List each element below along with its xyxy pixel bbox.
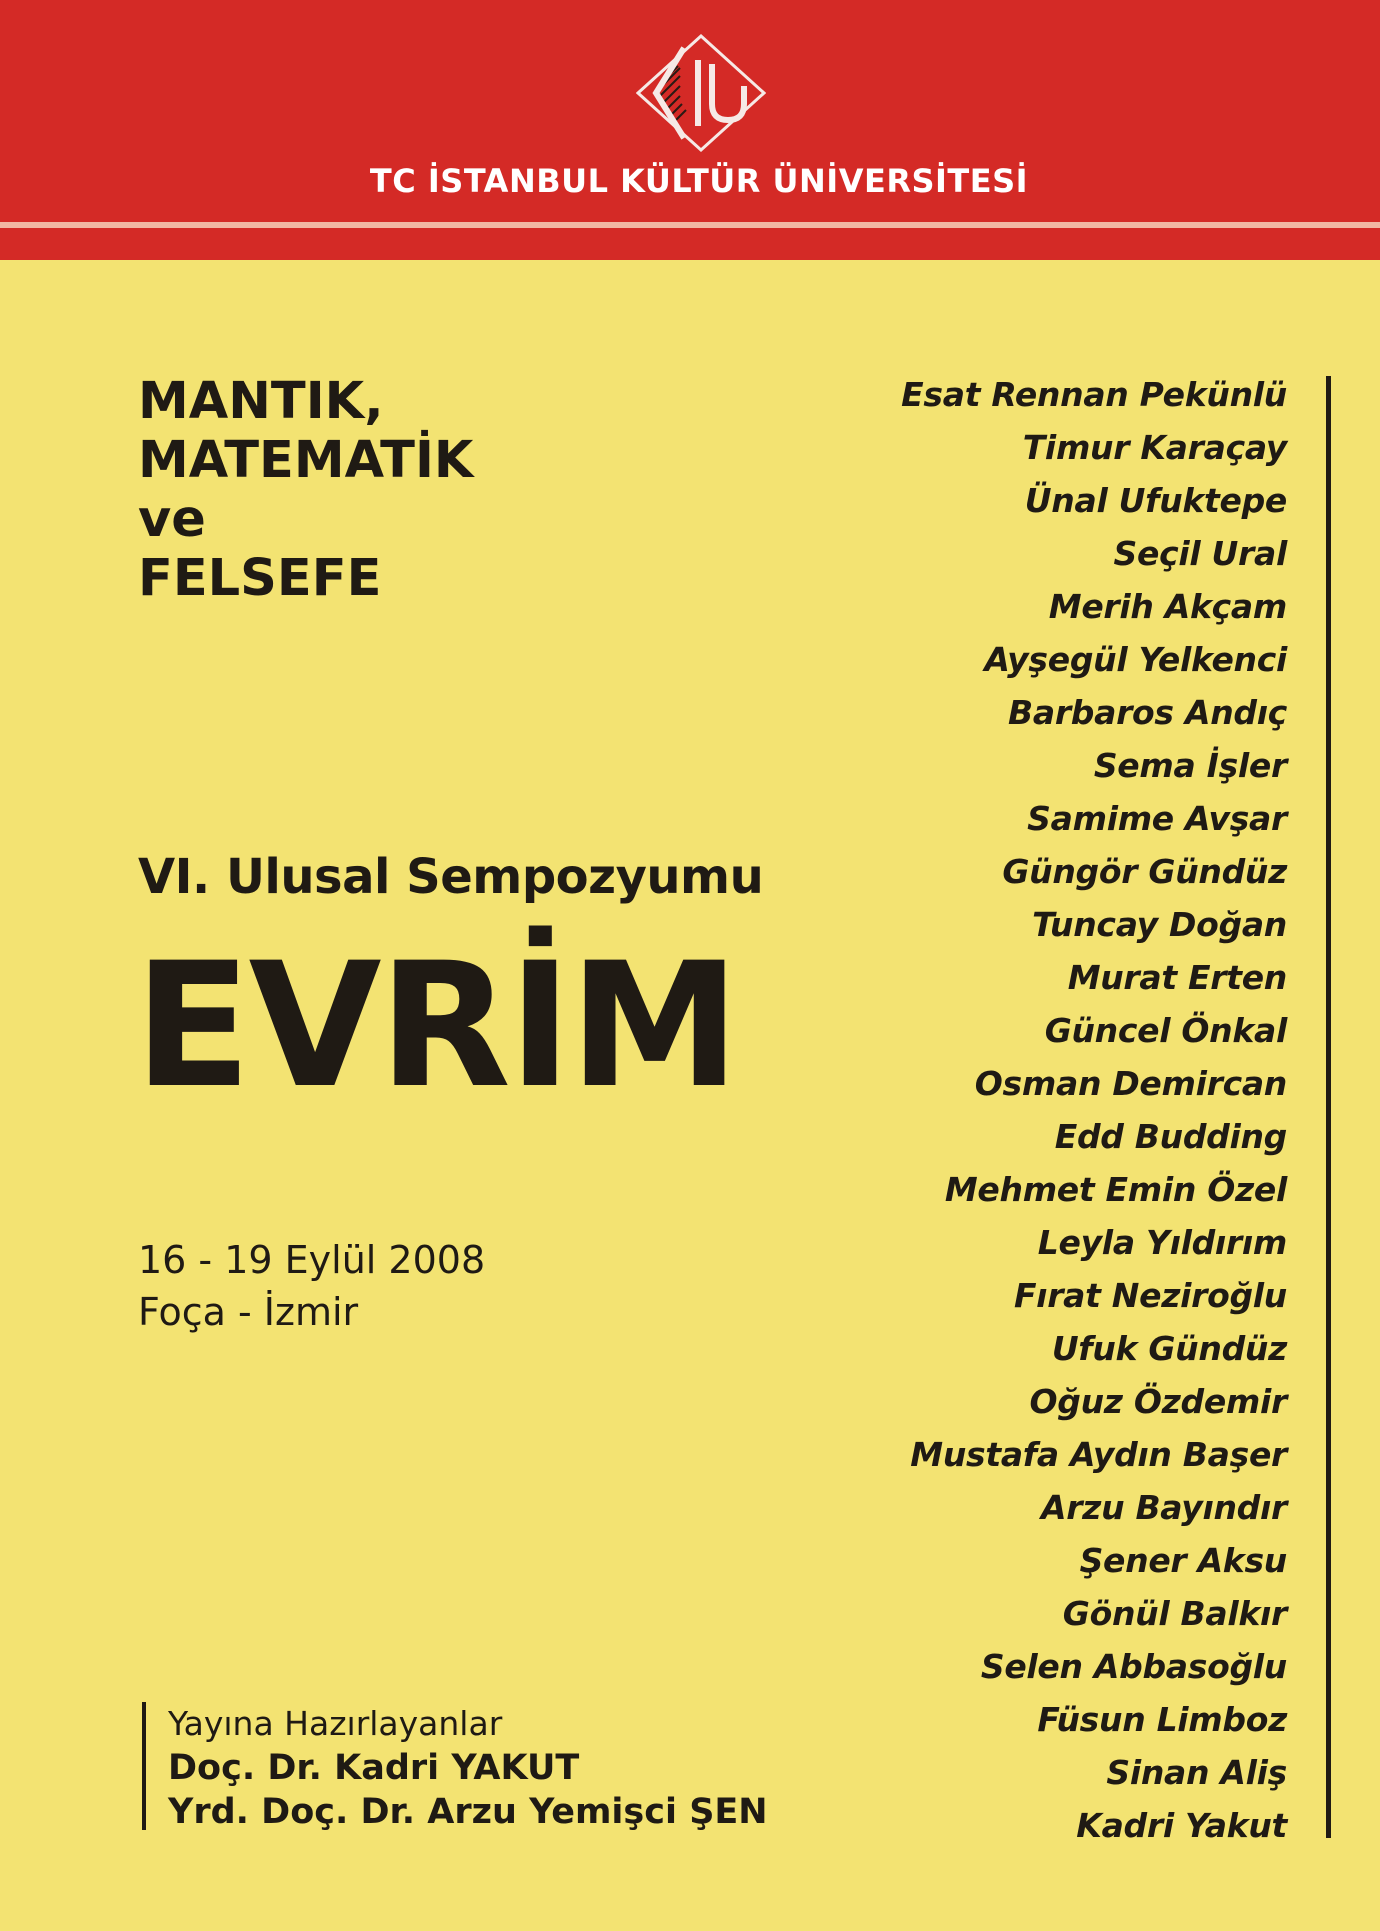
header-stripe [0, 222, 1380, 228]
author-name: Güncel Önkal [1044, 1011, 1287, 1050]
author-name: Ayşegül Yelkenci [984, 640, 1287, 679]
iku-logo-icon [636, 34, 766, 152]
editor-name: Yrd. Doç. Dr. Arzu Yemişci ŞEN [168, 1792, 768, 1832]
title-line: ve [138, 490, 206, 549]
author-name: Tuncay Doğan [1032, 905, 1287, 944]
author-name: Sema İşler [1093, 746, 1287, 785]
author-name: Leyla Yıldırım [1037, 1223, 1287, 1262]
author-list-rule [1326, 376, 1331, 1838]
title-line: MANTIK, [138, 372, 384, 431]
author-name: Merih Akçam [1048, 587, 1287, 626]
author-name: Samime Avşar [1027, 799, 1287, 838]
book-title [138, 372, 473, 608]
author-name: Kadri Yakut [1076, 1806, 1287, 1845]
author-name: Mustafa Aydın Başer [910, 1435, 1287, 1474]
author-name: Barbaros Andıç [1008, 693, 1287, 732]
author-name: Güngör Gündüz [1002, 852, 1287, 891]
author-name: Gönül Balkır [1062, 1594, 1287, 1633]
author-name: Şener Aksu [1079, 1541, 1287, 1580]
author-name: Sinan Aliş [1106, 1753, 1287, 1792]
author-name: Selen Abbasoğlu [980, 1647, 1287, 1686]
author-name: Esat Rennan Pekünlü [901, 375, 1287, 414]
title-line: MATEMATİK [138, 431, 474, 490]
editors-heading: Yayına Hazırlayanlar [168, 1704, 503, 1743]
author-name: Osman Demircan [974, 1064, 1287, 1103]
author-name: Füsun Limboz [1037, 1700, 1287, 1739]
author-name: Murat Erten [1067, 958, 1287, 997]
header-band [0, 0, 1380, 260]
author-name: Mehmet Emin Özel [944, 1170, 1287, 1209]
author-name: Seçil Ural [1113, 534, 1287, 573]
theme-title: EVRİM [134, 925, 738, 1126]
editor-name: Doç. Dr. Kadri YAKUT [168, 1748, 580, 1788]
author-list [687, 368, 1287, 1852]
event-date: 16 - 19 Eylül 2008 [138, 1238, 486, 1282]
editors-block [142, 1702, 768, 1830]
symposium-subtitle: VI. Ulusal Sempozyumu [138, 849, 764, 905]
title-line: FELSEFE [138, 549, 382, 608]
author-name: Oğuz Özdemir [1029, 1382, 1287, 1421]
author-name: Timur Karaçay [1022, 428, 1287, 467]
author-name: Arzu Bayındır [1040, 1488, 1287, 1527]
author-name: Fırat Neziroğlu [1013, 1276, 1287, 1315]
event-place: Foça - İzmir [138, 1290, 359, 1334]
university-name: TC İSTANBUL KÜLTÜR ÜNİVERSİTESİ [369, 162, 1029, 200]
author-name: Ufuk Gündüz [1051, 1329, 1287, 1368]
author-name: Edd Budding [1054, 1117, 1287, 1156]
author-name: Ünal Ufuktepe [1024, 481, 1287, 520]
